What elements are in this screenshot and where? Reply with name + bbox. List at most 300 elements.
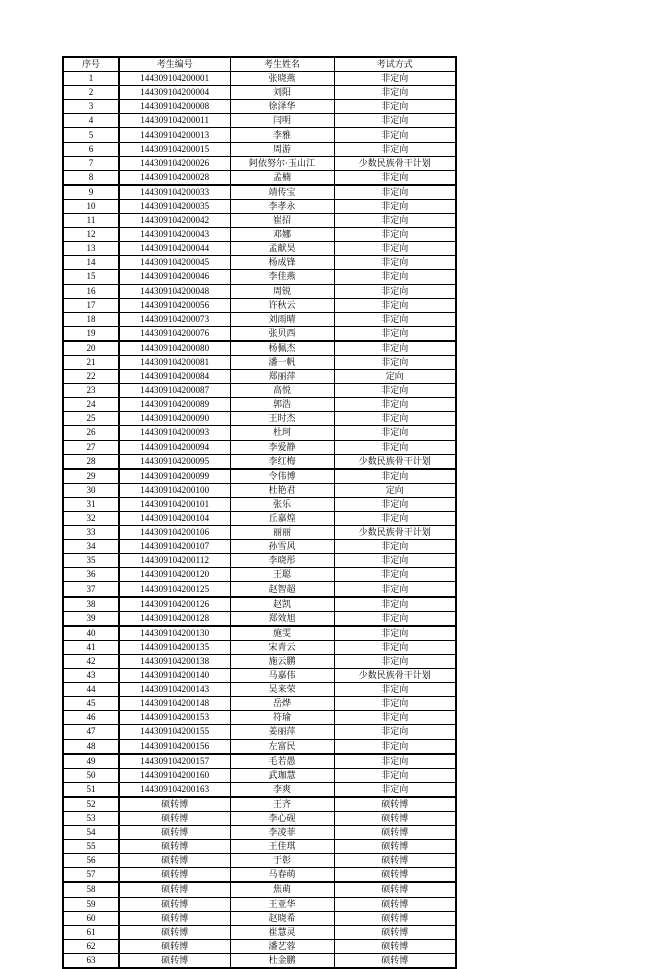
- table-row: [63, 341, 456, 356]
- cell-candidate-number: 硕转博: [119, 840, 230, 854]
- cell-candidate-name: 李爽: [230, 782, 334, 797]
- table-row: [63, 398, 456, 412]
- cell-exam-method: 硕转博: [334, 925, 456, 939]
- table-row: [63, 669, 456, 683]
- cell-candidate-number: 144309104200076: [119, 326, 230, 341]
- cell-candidate-number: 144309104200084: [119, 370, 230, 384]
- cell-sequence: 14: [63, 256, 119, 270]
- cell-candidate-name: 马嘉伟: [230, 669, 334, 683]
- cell-candidate-name: 张贝西: [230, 326, 334, 341]
- cell-candidate-number: 144309104200140: [119, 669, 230, 683]
- cell-candidate-name: 毛若愚: [230, 754, 334, 769]
- cell-candidate-number: 144309104200130: [119, 626, 230, 641]
- cell-candidate-number: 144309104200100: [119, 483, 230, 497]
- cell-exam-method: 非定向: [334, 298, 456, 312]
- cell-exam-method: 非定向: [334, 398, 456, 412]
- cell-sequence: 34: [63, 540, 119, 554]
- cell-sequence: 16: [63, 284, 119, 298]
- cell-exam-method: 少数民族骨干计划: [334, 156, 456, 170]
- cell-candidate-name: 李晓彤: [230, 554, 334, 568]
- candidate-table-container: [62, 56, 455, 969]
- cell-sequence: 46: [63, 711, 119, 725]
- candidate-table: [62, 56, 457, 969]
- cell-candidate-name: 李心砚: [230, 811, 334, 825]
- cell-candidate-name: 孙雪风: [230, 540, 334, 554]
- cell-sequence: 3: [63, 100, 119, 114]
- cell-exam-method: 硕转博: [334, 854, 456, 868]
- cell-exam-method: 硕转博: [334, 797, 456, 812]
- cell-exam-method: 非定向: [334, 568, 456, 582]
- cell-candidate-name: 武珈慧: [230, 768, 334, 782]
- cell-exam-method: 非定向: [334, 512, 456, 526]
- table-row: [63, 156, 456, 170]
- cell-candidate-number: 144309104200008: [119, 100, 230, 114]
- cell-sequence: 48: [63, 739, 119, 754]
- cell-exam-method: 定向: [334, 483, 456, 497]
- table-row: [63, 469, 456, 484]
- cell-candidate-number: 硕转博: [119, 939, 230, 953]
- table-row: [63, 868, 456, 883]
- cell-exam-method: 非定向: [334, 440, 456, 454]
- table-row: [63, 86, 456, 100]
- table-row: [63, 440, 456, 454]
- cell-candidate-name: 李佳燕: [230, 270, 334, 284]
- cell-sequence: 38: [63, 597, 119, 612]
- cell-candidate-number: 144309104200104: [119, 512, 230, 526]
- table-row: [63, 384, 456, 398]
- cell-exam-method: 非定向: [334, 782, 456, 797]
- table-row: [63, 754, 456, 769]
- cell-candidate-name: 施雯: [230, 626, 334, 641]
- cell-candidate-number: 144309104200143: [119, 683, 230, 697]
- cell-sequence: 28: [63, 454, 119, 469]
- cell-exam-method: 非定向: [334, 597, 456, 612]
- cell-candidate-number: 144309104200099: [119, 469, 230, 484]
- cell-candidate-number: 144309104200106: [119, 526, 230, 540]
- cell-candidate-number: 144309104200128: [119, 611, 230, 626]
- cell-candidate-name: 周锐: [230, 284, 334, 298]
- cell-exam-method: 硕转博: [334, 953, 456, 968]
- cell-sequence: 36: [63, 568, 119, 582]
- cell-candidate-number: 硕转博: [119, 868, 230, 883]
- cell-sequence: 43: [63, 669, 119, 683]
- table-row: [63, 256, 456, 270]
- table-row: [63, 597, 456, 612]
- cell-candidate-number: 144309104200160: [119, 768, 230, 782]
- cell-sequence: 26: [63, 426, 119, 440]
- cell-candidate-name: 许秋云: [230, 298, 334, 312]
- cell-candidate-number: 144309104200094: [119, 440, 230, 454]
- header-cell-name: 考生姓名: [230, 57, 334, 72]
- cell-exam-method: 非定向: [334, 611, 456, 626]
- cell-candidate-number: 144309104200087: [119, 384, 230, 398]
- table-row: [63, 185, 456, 200]
- cell-exam-method: 非定向: [334, 284, 456, 298]
- table-row: [63, 128, 456, 142]
- cell-exam-method: 非定向: [334, 426, 456, 440]
- cell-exam-method: 硕转博: [334, 868, 456, 883]
- cell-exam-method: 非定向: [334, 86, 456, 100]
- cell-exam-method: 非定向: [334, 768, 456, 782]
- cell-sequence: 33: [63, 526, 119, 540]
- cell-sequence: 17: [63, 298, 119, 312]
- cell-candidate-number: 硕转博: [119, 811, 230, 825]
- cell-candidate-name: 阿依努尔·玉山江: [230, 156, 334, 170]
- cell-candidate-name: 孟献昊: [230, 242, 334, 256]
- cell-candidate-number: 144309104200044: [119, 242, 230, 256]
- cell-candidate-number: 144309104200153: [119, 711, 230, 725]
- cell-candidate-number: 144309104200125: [119, 582, 230, 597]
- cell-sequence: 41: [63, 640, 119, 654]
- cell-sequence: 5: [63, 128, 119, 142]
- cell-candidate-number: 144309104200011: [119, 114, 230, 128]
- table-row: [63, 840, 456, 854]
- cell-sequence: 32: [63, 512, 119, 526]
- table-row: [63, 582, 456, 597]
- table-row: [63, 242, 456, 256]
- table-row: [63, 284, 456, 298]
- cell-sequence: 35: [63, 554, 119, 568]
- cell-candidate-number: 144309104200112: [119, 554, 230, 568]
- table-row: [63, 697, 456, 711]
- cell-candidate-name: 张晓燕: [230, 72, 334, 86]
- cell-candidate-number: 144309104200046: [119, 270, 230, 284]
- cell-candidate-number: 144309104200073: [119, 312, 230, 326]
- cell-exam-method: 非定向: [334, 725, 456, 739]
- cell-candidate-number: 144309104200120: [119, 568, 230, 582]
- cell-sequence: 49: [63, 754, 119, 769]
- cell-sequence: 21: [63, 355, 119, 369]
- table-row: [63, 298, 456, 312]
- cell-exam-method: 非定向: [334, 214, 456, 228]
- cell-candidate-name: 杜金鹏: [230, 953, 334, 968]
- cell-candidate-name: 于彰: [230, 854, 334, 868]
- cell-candidate-number: 144309104200107: [119, 540, 230, 554]
- cell-sequence: 57: [63, 868, 119, 883]
- cell-candidate-number: 144309104200148: [119, 697, 230, 711]
- cell-exam-method: 非定向: [334, 554, 456, 568]
- cell-sequence: 19: [63, 326, 119, 341]
- cell-candidate-number: 硕转博: [119, 925, 230, 939]
- header-row: [63, 57, 456, 72]
- cell-sequence: 12: [63, 228, 119, 242]
- cell-candidate-number: 硕转博: [119, 911, 230, 925]
- cell-sequence: 18: [63, 312, 119, 326]
- cell-candidate-name: 高悦: [230, 384, 334, 398]
- cell-candidate-number: 144309104200004: [119, 86, 230, 100]
- cell-candidate-name: 郭浩: [230, 398, 334, 412]
- table-row: [63, 199, 456, 213]
- cell-sequence: 8: [63, 170, 119, 185]
- cell-exam-method: 非定向: [334, 341, 456, 356]
- cell-sequence: 15: [63, 270, 119, 284]
- cell-exam-method: 非定向: [334, 242, 456, 256]
- header-cell-method: 考试方式: [334, 57, 456, 72]
- cell-exam-method: 非定向: [334, 626, 456, 641]
- cell-sequence: 4: [63, 114, 119, 128]
- cell-candidate-name: 李孝永: [230, 199, 334, 213]
- cell-sequence: 58: [63, 882, 119, 897]
- cell-exam-method: 非定向: [334, 754, 456, 769]
- cell-sequence: 20: [63, 341, 119, 356]
- cell-candidate-name: 杨成锋: [230, 256, 334, 270]
- header-cell-number: 考生编号: [119, 57, 230, 72]
- cell-sequence: 31: [63, 497, 119, 511]
- table-row: [63, 312, 456, 326]
- cell-candidate-name: 孟楠: [230, 170, 334, 185]
- cell-exam-method: 少数民族骨干计划: [334, 669, 456, 683]
- cell-exam-method: 非定向: [334, 711, 456, 725]
- cell-exam-method: 非定向: [334, 170, 456, 185]
- cell-candidate-number: 144309104200090: [119, 412, 230, 426]
- cell-exam-method: 非定向: [334, 114, 456, 128]
- cell-candidate-number: 144309104200042: [119, 214, 230, 228]
- cell-exam-method: 非定向: [334, 228, 456, 242]
- cell-sequence: 9: [63, 185, 119, 200]
- table-row: [63, 526, 456, 540]
- cell-candidate-name: 姜丽萍: [230, 725, 334, 739]
- cell-candidate-number: 144309104200056: [119, 298, 230, 312]
- cell-candidate-name: 赵智超: [230, 582, 334, 597]
- cell-candidate-number: 144309104200028: [119, 170, 230, 185]
- cell-candidate-name: 郑丽萍: [230, 370, 334, 384]
- table-row: [63, 854, 456, 868]
- cell-candidate-name: 崔招: [230, 214, 334, 228]
- cell-candidate-name: 李爱静: [230, 440, 334, 454]
- cell-sequence: 39: [63, 611, 119, 626]
- cell-sequence: 59: [63, 897, 119, 911]
- table-row: [63, 683, 456, 697]
- cell-candidate-number: 硕转博: [119, 882, 230, 897]
- cell-sequence: 11: [63, 214, 119, 228]
- cell-exam-method: 非定向: [334, 683, 456, 697]
- table-row: [63, 355, 456, 369]
- cell-candidate-name: 刘阳: [230, 86, 334, 100]
- table-row: [63, 412, 456, 426]
- cell-exam-method: 非定向: [334, 128, 456, 142]
- cell-sequence: 61: [63, 925, 119, 939]
- cell-sequence: 53: [63, 811, 119, 825]
- cell-candidate-number: 144309104200043: [119, 228, 230, 242]
- cell-sequence: 63: [63, 953, 119, 968]
- cell-sequence: 6: [63, 142, 119, 156]
- cell-sequence: 44: [63, 683, 119, 697]
- cell-candidate-name: 左富民: [230, 739, 334, 754]
- table-row: [63, 797, 456, 812]
- cell-sequence: 47: [63, 725, 119, 739]
- cell-candidate-number: 144309104200089: [119, 398, 230, 412]
- cell-sequence: 30: [63, 483, 119, 497]
- cell-candidate-number: 144309104200093: [119, 426, 230, 440]
- table-row: [63, 640, 456, 654]
- cell-candidate-number: 硕转博: [119, 953, 230, 968]
- cell-candidate-name: 刘雨晴: [230, 312, 334, 326]
- cell-sequence: 62: [63, 939, 119, 953]
- cell-candidate-name: 潘艺蓉: [230, 939, 334, 953]
- cell-candidate-name: 令伟博: [230, 469, 334, 484]
- cell-candidate-name: 杨佩杰: [230, 341, 334, 356]
- cell-exam-method: 非定向: [334, 654, 456, 668]
- cell-exam-method: 硕转博: [334, 911, 456, 925]
- cell-candidate-name: 张乐: [230, 497, 334, 511]
- table-row: [63, 925, 456, 939]
- cell-sequence: 50: [63, 768, 119, 782]
- cell-sequence: 13: [63, 242, 119, 256]
- cell-exam-method: 非定向: [334, 256, 456, 270]
- cell-candidate-name: 吴来荣: [230, 683, 334, 697]
- table-row: [63, 497, 456, 511]
- table-row: [63, 454, 456, 469]
- cell-candidate-name: 潘一帆: [230, 355, 334, 369]
- cell-exam-method: 非定向: [334, 739, 456, 754]
- table-row: [63, 72, 456, 86]
- cell-candidate-name: 崔慧灵: [230, 925, 334, 939]
- table-row: [63, 228, 456, 242]
- table-row: [63, 214, 456, 228]
- cell-sequence: 51: [63, 782, 119, 797]
- cell-candidate-number: 144309104200048: [119, 284, 230, 298]
- cell-sequence: 52: [63, 797, 119, 812]
- table-row: [63, 100, 456, 114]
- cell-candidate-number: 硕转博: [119, 826, 230, 840]
- cell-exam-method: 非定向: [334, 270, 456, 284]
- cell-candidate-number: 硕转博: [119, 897, 230, 911]
- cell-candidate-number: 144309104200156: [119, 739, 230, 754]
- table-body: [63, 72, 456, 968]
- cell-sequence: 27: [63, 440, 119, 454]
- table-row: [63, 370, 456, 384]
- cell-candidate-name: 郑效旭: [230, 611, 334, 626]
- cell-candidate-number: 144309104200035: [119, 199, 230, 213]
- cell-exam-method: 少数民族骨干计划: [334, 454, 456, 469]
- cell-exam-method: 非定向: [334, 640, 456, 654]
- cell-candidate-name: 王亚华: [230, 897, 334, 911]
- cell-exam-method: 非定向: [334, 469, 456, 484]
- cell-candidate-name: 周游: [230, 142, 334, 156]
- cell-candidate-number: 144309104200135: [119, 640, 230, 654]
- cell-candidate-name: 王齐: [230, 797, 334, 812]
- header-cell-seq: 序号: [63, 57, 119, 72]
- cell-sequence: 42: [63, 654, 119, 668]
- table-row: [63, 426, 456, 440]
- cell-exam-method: 非定向: [334, 100, 456, 114]
- cell-exam-method: 少数民族骨干计划: [334, 526, 456, 540]
- cell-candidate-number: 硕转博: [119, 797, 230, 812]
- cell-exam-method: 非定向: [334, 142, 456, 156]
- cell-exam-method: 硕转博: [334, 882, 456, 897]
- table-header: [63, 57, 456, 72]
- cell-sequence: 24: [63, 398, 119, 412]
- cell-sequence: 45: [63, 697, 119, 711]
- cell-candidate-number: 144309104200155: [119, 725, 230, 739]
- table-row: [63, 483, 456, 497]
- cell-candidate-number: 硕转博: [119, 854, 230, 868]
- cell-sequence: 29: [63, 469, 119, 484]
- cell-exam-method: 非定向: [334, 326, 456, 341]
- table-row: [63, 882, 456, 897]
- cell-candidate-number: 144309104200163: [119, 782, 230, 797]
- table-row: [63, 654, 456, 668]
- cell-sequence: 37: [63, 582, 119, 597]
- cell-exam-method: 硕转博: [334, 897, 456, 911]
- cell-sequence: 23: [63, 384, 119, 398]
- cell-candidate-number: 144309104200095: [119, 454, 230, 469]
- cell-candidate-name: 李凌菲: [230, 826, 334, 840]
- cell-candidate-name: 符瑜: [230, 711, 334, 725]
- table-row: [63, 768, 456, 782]
- cell-sequence: 10: [63, 199, 119, 213]
- cell-candidate-name: 赵晓希: [230, 911, 334, 925]
- cell-exam-method: 非定向: [334, 582, 456, 597]
- table-row: [63, 170, 456, 185]
- cell-candidate-number: 144309104200081: [119, 355, 230, 369]
- cell-exam-method: 非定向: [334, 72, 456, 86]
- cell-exam-method: 非定向: [334, 185, 456, 200]
- cell-candidate-name: 施云鹏: [230, 654, 334, 668]
- table-row: [63, 568, 456, 582]
- table-row: [63, 739, 456, 754]
- table-row: [63, 711, 456, 725]
- cell-exam-method: 非定向: [334, 355, 456, 369]
- cell-candidate-number: 144309104200080: [119, 341, 230, 356]
- cell-sequence: 56: [63, 854, 119, 868]
- cell-exam-method: 定向: [334, 370, 456, 384]
- cell-sequence: 1: [63, 72, 119, 86]
- table-row: [63, 114, 456, 128]
- cell-candidate-name: 杜珂: [230, 426, 334, 440]
- table-row: [63, 725, 456, 739]
- cell-candidate-name: 宋青云: [230, 640, 334, 654]
- cell-sequence: 60: [63, 911, 119, 925]
- table-row: [63, 897, 456, 911]
- table-row: [63, 326, 456, 341]
- cell-candidate-name: 丘嘉煌: [230, 512, 334, 526]
- cell-candidate-name: 岳烨: [230, 697, 334, 711]
- cell-exam-method: 非定向: [334, 540, 456, 554]
- cell-candidate-name: 丽丽: [230, 526, 334, 540]
- cell-sequence: 55: [63, 840, 119, 854]
- cell-sequence: 22: [63, 370, 119, 384]
- cell-candidate-number: 144309104200015: [119, 142, 230, 156]
- cell-sequence: 7: [63, 156, 119, 170]
- table-row: [63, 953, 456, 968]
- cell-candidate-number: 144309104200157: [119, 754, 230, 769]
- cell-sequence: 25: [63, 412, 119, 426]
- cell-candidate-number: 144309104200033: [119, 185, 230, 200]
- cell-candidate-number: 144309104200101: [119, 497, 230, 511]
- cell-candidate-name: 焦萌: [230, 882, 334, 897]
- table-row: [63, 782, 456, 797]
- cell-candidate-name: 马春萌: [230, 868, 334, 883]
- table-row: [63, 611, 456, 626]
- cell-sequence: 40: [63, 626, 119, 641]
- cell-exam-method: 硕转博: [334, 939, 456, 953]
- table-row: [63, 911, 456, 925]
- cell-exam-method: 非定向: [334, 497, 456, 511]
- cell-candidate-name: 邓娜: [230, 228, 334, 242]
- table-row: [63, 626, 456, 641]
- cell-exam-method: 硕转博: [334, 811, 456, 825]
- table-row: [63, 811, 456, 825]
- table-row: [63, 939, 456, 953]
- cell-candidate-name: 赵凯: [230, 597, 334, 612]
- cell-exam-method: 硕转博: [334, 826, 456, 840]
- table-row: [63, 826, 456, 840]
- cell-exam-method: 非定向: [334, 697, 456, 711]
- table-row: [63, 270, 456, 284]
- cell-candidate-name: 王时杰: [230, 412, 334, 426]
- table-row: [63, 554, 456, 568]
